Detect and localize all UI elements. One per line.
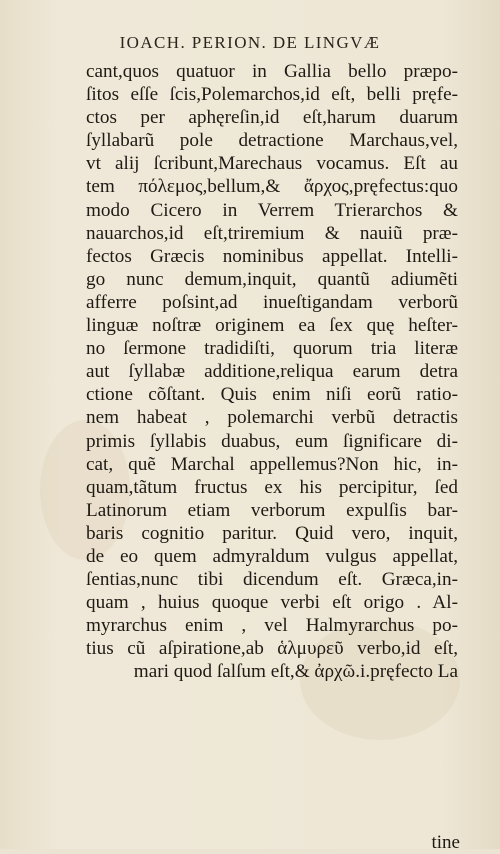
text-line: go nunc demum,inquit, quantũ adiumẽti bbox=[86, 268, 458, 290]
text-line: tem πόλεμος,bellum,& ἄρχος,pręfectus:quo bbox=[86, 176, 458, 198]
text-line: modo Cicero in Verrem Trierarchos & bbox=[86, 199, 458, 221]
body-text bbox=[86, 60, 458, 684]
text-line: quam,tãtum fructus ex his percipitur, ſed bbox=[86, 476, 458, 498]
text-line: ctos per aphęreſin,id eſt,harum duarum bbox=[86, 107, 458, 129]
text-line: baris cognitio paritur. Quid vero, inquit, bbox=[86, 522, 458, 544]
text-line: nem habeat , polemarchi verbũ detractis bbox=[86, 407, 458, 429]
text-line: ſitos eſſe ſcis,Polemarchos,id eſt, belli pręfe- bbox=[86, 84, 458, 106]
text-line: aut ſyllabæ additione,reliqua earum detra bbox=[86, 361, 458, 383]
text-line: ctione cõſtant. Quis enim niſi eorũ ratio- bbox=[86, 384, 458, 406]
text-line: de eo quem admyraldum vulgus appellat, bbox=[86, 545, 458, 567]
text-line: ſentias,nunc tibi dicendum eſt. Græca,in- bbox=[86, 569, 458, 591]
text-line: cant,quos quatuor in Gallia bello præpo- bbox=[86, 61, 458, 82]
text-line: linguæ noſtræ originem ea ſex quę heſter- bbox=[86, 315, 458, 337]
text-line: mari quod ſalſum eſt,& ἀρχῶ.i.pręfecto La bbox=[133, 661, 458, 683]
text-line: quam , huius quoque verbi eſt origo . Al- bbox=[86, 592, 458, 614]
text-line: cat, quẽ Marchal appellemus?Non hic, in- bbox=[86, 453, 458, 475]
text-line: myrarchus enim , vel Halmyrarchus po- bbox=[86, 615, 458, 637]
text-line: no ſermone tradidiſti, quorum tria literæ bbox=[86, 338, 458, 360]
text-line: nauarchos,id eſt,triremium & nauiũ præ- bbox=[86, 222, 458, 244]
text-line: primis ſyllabis duabus, eum ſignificare di- bbox=[86, 430, 458, 452]
text-line: fectos Græcis nominibus appellat. Intelli- bbox=[86, 245, 458, 267]
catchword: tine bbox=[431, 832, 460, 853]
text-line: ſyllabarũ pole detractione Marchaus,vel, bbox=[86, 130, 458, 152]
text-line: vt alij ſcribunt,Marechaus vocamus. Eſt au bbox=[86, 153, 458, 175]
running-header: IOACH. PERION. DE LINGVÆ bbox=[119, 33, 381, 52]
text-line: tius cũ aſpiratione,ab ἁλμυρεῦ verbo,id eſt, bbox=[86, 638, 458, 660]
text-line: afferre poſsint,ad inueſtigandam verborũ bbox=[86, 291, 458, 313]
text-line: Latinorum etiam verborum expulſis bar- bbox=[86, 499, 458, 521]
